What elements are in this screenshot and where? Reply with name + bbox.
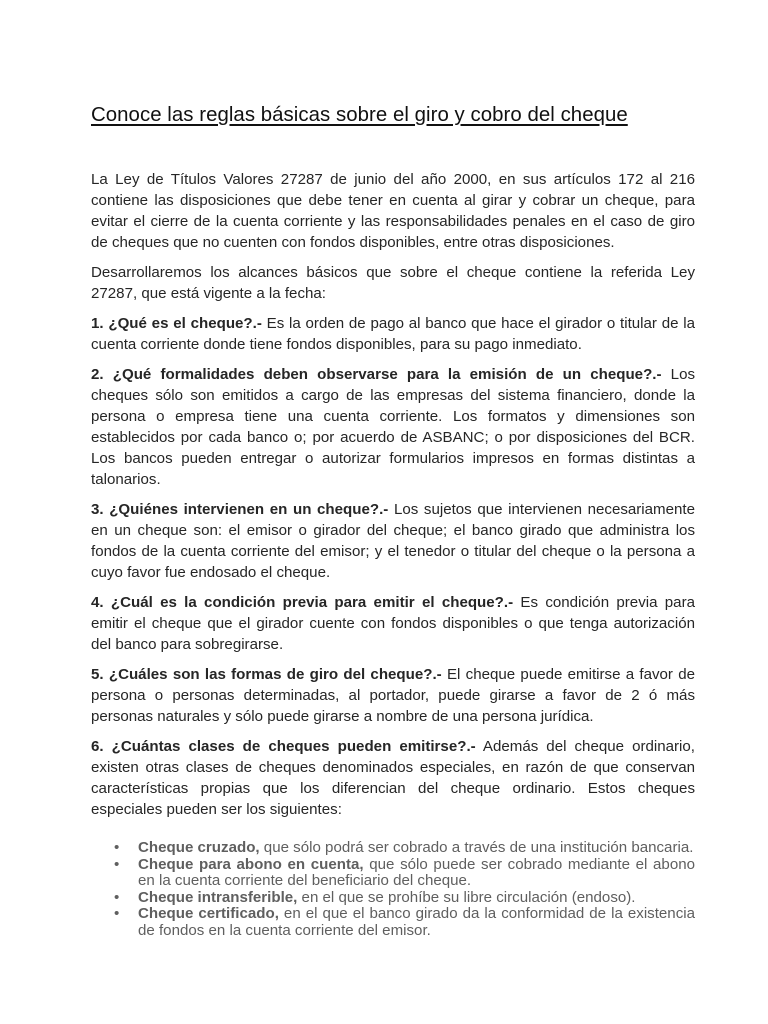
bullet-icon: • <box>114 905 120 922</box>
list-item-text: en el que el banco girado da la conformidad de la existencia de fondos en la cuenta corriente del emisor. <box>138 905 695 939</box>
question-heading: 3. ¿Quiénes intervienen en un cheque?.- <box>91 501 389 518</box>
question-heading: 2. ¿Qué formalidades deben observarse para la emisión de un cheque?.- <box>91 366 662 383</box>
list-item <box>114 839 695 857</box>
question-answer: Además del cheque ordinario, existen otras clases de cheques denominados especiales, en razón de que conservan características propias que los diferencian del cheque ordinario. Estos cheques especiales pueden ser los siguientes: <box>91 738 695 818</box>
list-item-text: en el que se prohíbe su libre circulación (endoso). <box>297 888 636 906</box>
bullet-icon: • <box>114 855 120 873</box>
list-item-term: Cheque certificado, <box>138 905 279 922</box>
question-paragraph-4 <box>91 592 695 655</box>
list-item <box>114 905 695 939</box>
question-answer: El cheque puede emitirse a favor de persona o personas determinadas, al portador, puede girarse a favor de 2 ó más personas naturales y sólo puede girarse a nombre de una persona jurídica. <box>91 666 695 725</box>
list-item-text: que sólo podrá ser cobrado a través de una institución bancaria. <box>259 839 694 856</box>
question-paragraph-5 <box>91 664 695 727</box>
list-item-term: Cheque cruzado, <box>138 839 260 856</box>
bullet-icon: • <box>114 839 120 856</box>
question-paragraph-2 <box>91 364 695 490</box>
intro-paragraph-2: Desarrollaremos los alcances básicos que sobre el cheque contiene la referida Ley 27287, que está vigente a la fecha: <box>91 264 695 302</box>
question-paragraph-6 <box>91 736 695 820</box>
special-cheques-list <box>91 840 695 939</box>
question-heading: 5. ¿Cuáles son las formas de giro del cheque?.- <box>91 666 442 683</box>
bullet-icon: • <box>114 888 120 906</box>
question-paragraph-1 <box>91 313 695 355</box>
question-answer: Es la orden de pago al banco que hace el girador o titular de la cuenta corriente donde tiene fondos disponibles, para su pago inmediato. <box>91 315 695 353</box>
question-answer: Los sujetos que intervienen necesariamente en un cheque son: el emisor o girador del cheque; el banco girado que administra los fondos de la cuenta corriente del emisor; y el tenedor o titular del cheque o la persona a cuyo favor fue endosado el cheque. <box>91 501 695 581</box>
question-paragraph-3 <box>91 499 695 583</box>
list-item <box>114 888 695 907</box>
list-item <box>114 855 695 890</box>
intro-paragraph-1: La Ley de Títulos Valores 27287 de junio del año 2000, en sus artículos 172 al 216 contiene las disposiciones que debe tener en cuenta al girar y cobrar un cheque, para evitar el cierre de la cuenta corriente y las responsabilidades penales en el caso de giro de cheques que no cuenten con fondos disponibles, entre otras disposiciones. <box>91 171 695 251</box>
question-answer: Los cheques sólo son emitidos a cargo de las empresas del sistema financiero, donde la persona o empresa tiene una cuenta corriente. Los formatos y dimensiones son establecidos por cada banco o; por acuerdo de ASBANC; o por disposiciones del BCR. Los bancos pueden entregar o autorizar formularios impresos en formas distintas a talonarios. <box>91 366 696 488</box>
question-answer: Es condición previa para emitir el cheque que el girador cuente con fondos disponibles o que tenga autorización del banco para sobregirarse. <box>91 594 695 653</box>
list-item-term: Cheque para abono en cuenta, <box>138 855 364 873</box>
question-heading: 6. ¿Cuántas clases de cheques pueden emitirse?.- <box>91 738 476 755</box>
list-item-term: Cheque intransferible, <box>138 888 298 906</box>
question-heading: 4. ¿Cuál es la condición previa para emitir el cheque?.- <box>91 594 514 611</box>
question-heading: 1. ¿Qué es el cheque?.- <box>91 315 262 332</box>
document-title: Conoce las reglas básicas sobre el giro y cobro del cheque <box>91 104 628 126</box>
list-item-text: que sólo puede ser cobrado mediante el abono en la cuenta corriente del beneficiario del cheque. <box>138 855 695 889</box>
